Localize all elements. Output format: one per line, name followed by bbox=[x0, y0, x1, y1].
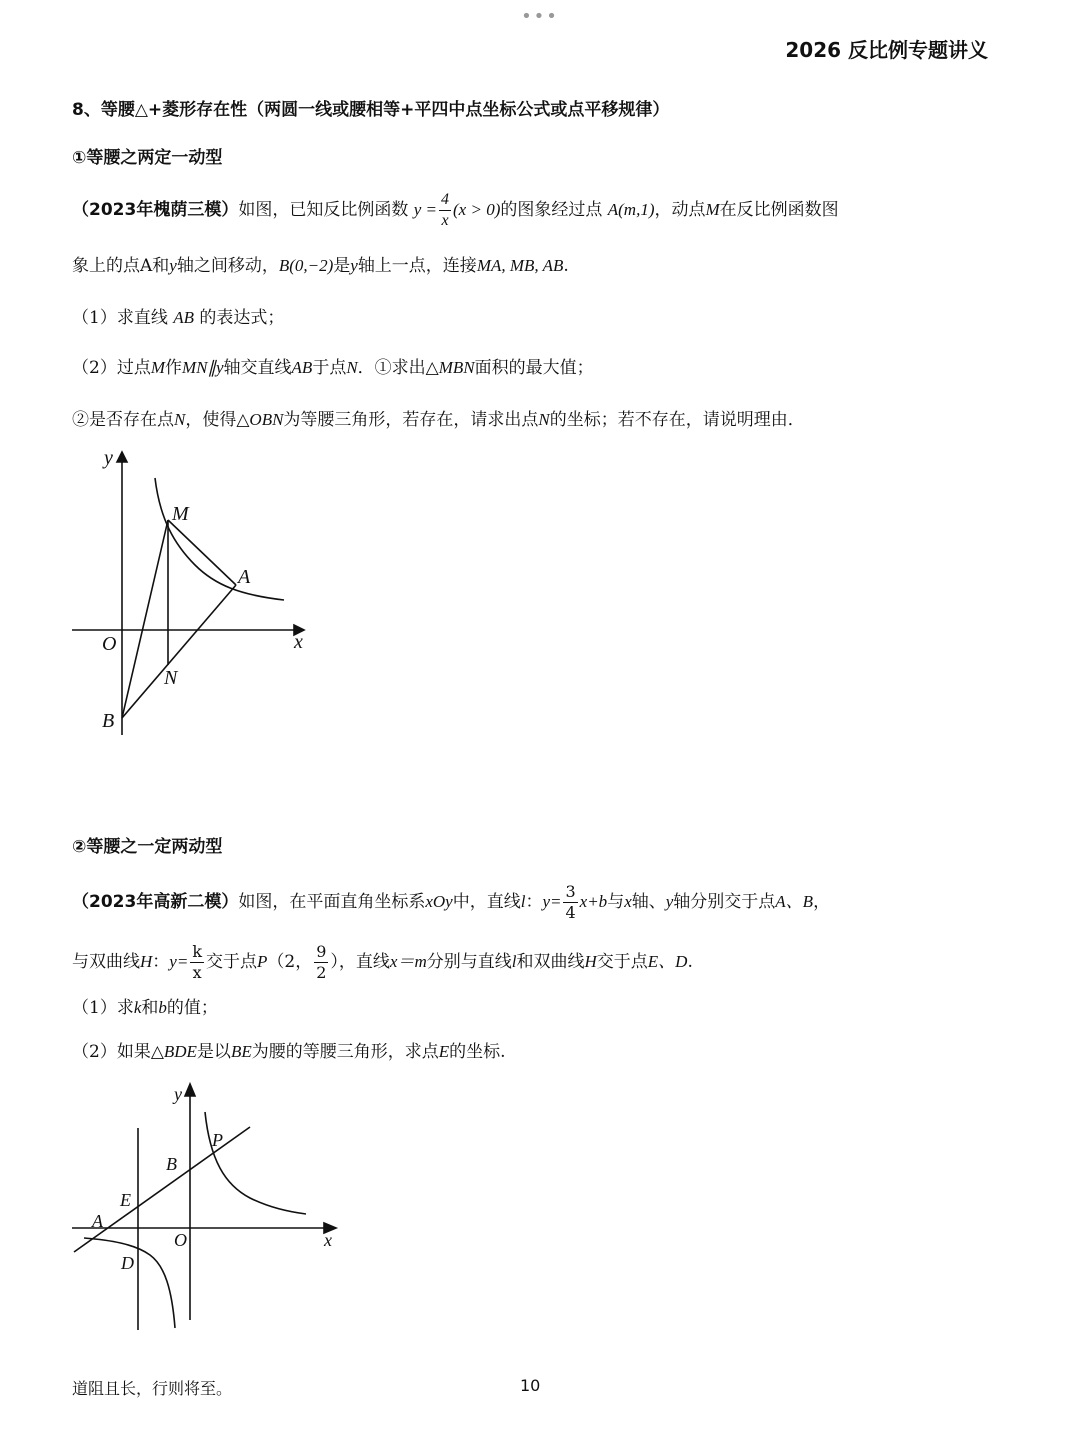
fig1-y-arrow-icon bbox=[117, 452, 127, 462]
part2-line2-f: 分别与直线 bbox=[426, 952, 512, 972]
part1-q2-M: M bbox=[150, 358, 165, 377]
part1-q2-MBN: MBN bbox=[438, 358, 475, 377]
figure1 bbox=[60, 440, 340, 750]
part2-problem-line1 bbox=[72, 884, 830, 921]
part2-text-a: 如图，在平面直角坐标系 bbox=[238, 892, 426, 912]
part2-k-num: k bbox=[192, 942, 203, 961]
part2-xOy: xOy bbox=[425, 892, 453, 911]
part1-q3-d: 的坐标；若不存在，请说明理由． bbox=[549, 410, 805, 430]
window-drag-handle[interactable]: ••• bbox=[521, 6, 559, 27]
part1-q2-d: 于点 bbox=[312, 358, 347, 378]
fig1-label-N: N bbox=[164, 667, 178, 689]
part2-q1-a: （1）求 bbox=[72, 998, 134, 1018]
fig1-label-x: x bbox=[294, 631, 303, 653]
part2-question1 bbox=[72, 998, 218, 1018]
part1-question2 bbox=[72, 358, 594, 378]
part1-q2-N: N bbox=[346, 358, 358, 377]
part1-q2-b: 作 bbox=[165, 358, 182, 378]
fig1-label-M: M bbox=[172, 503, 189, 525]
fig2-hyperbola-branch-2 bbox=[84, 1238, 175, 1328]
part2-p-fraction bbox=[314, 944, 328, 981]
fig2-hyperbola-branch-1 bbox=[205, 1112, 306, 1214]
part2-x: x bbox=[624, 892, 632, 911]
part1-q1-b: 的表达式； bbox=[199, 308, 285, 328]
part1-q2-f: 面积的最大值； bbox=[474, 358, 594, 378]
fig2-label-x: x bbox=[324, 1230, 332, 1250]
fig1-hyperbola bbox=[155, 478, 284, 600]
part2-y-eq: y= bbox=[542, 892, 562, 911]
part2-q2-d: 的坐标. bbox=[449, 1042, 506, 1062]
part2-P: P bbox=[257, 952, 268, 971]
part1-text-c: ，动点 bbox=[654, 200, 706, 220]
fig1-label-A: A bbox=[238, 566, 251, 588]
part2-p-den: 2 bbox=[316, 963, 327, 982]
part1-y-axis-2: y bbox=[350, 256, 358, 275]
part1-frac-den: x bbox=[441, 212, 449, 229]
fig2-line-l bbox=[74, 1127, 250, 1252]
part2-q1-b: 和 bbox=[141, 998, 159, 1018]
part1-heading: ①等腰之两定一动型 bbox=[72, 148, 223, 168]
part2-AB: A、B bbox=[775, 892, 814, 911]
part2-k: k bbox=[133, 998, 142, 1017]
part1-q2-AB: AB bbox=[291, 358, 313, 377]
part1-line2-a: 象上的点A和 bbox=[72, 256, 170, 276]
fig2-label-P: P bbox=[212, 1130, 223, 1150]
part1-q3-N2: N bbox=[538, 410, 550, 429]
part2-q2-b: 是以 bbox=[196, 1042, 231, 1062]
part2-l: l bbox=[520, 892, 526, 911]
part2-line2-d: （2， bbox=[267, 952, 313, 972]
part2-source: （2023年高新二模） bbox=[72, 892, 239, 912]
part1-y-eq: y = bbox=[413, 200, 438, 219]
part1-line2-b: 轴之间移动， bbox=[176, 256, 279, 276]
part2-text-f: 轴分别交于点 bbox=[673, 892, 776, 912]
part2-text-g: ， bbox=[813, 892, 831, 912]
part1-question1 bbox=[72, 308, 284, 328]
part2-text-d: 与 bbox=[607, 892, 625, 912]
part2-tail: x+b bbox=[579, 892, 608, 911]
part1-text-a: 如图，已知反比例函数 bbox=[238, 200, 409, 220]
part2-text-b: 中，直线 bbox=[452, 892, 521, 912]
part1-M: M bbox=[705, 200, 720, 219]
part1-q3-c: 为等腰三角形，若存在，请求出点 bbox=[283, 410, 539, 430]
part2-b: b bbox=[158, 998, 167, 1017]
section-title: 8、等腰△+菱形存在性（两圆一线或腰相等+平四中点坐标公式或点平移规律） bbox=[72, 100, 670, 120]
page-number: 10 bbox=[520, 1376, 541, 1395]
part2-q2-a: （2）如果△ bbox=[72, 1042, 164, 1062]
part2-frac-den: 4 bbox=[565, 903, 576, 922]
part1-cond: (x > 0) bbox=[453, 200, 501, 219]
header-title: 2026 反比例专题讲义 bbox=[785, 38, 988, 62]
footer-motto: 道阻且长，行则将至。 bbox=[72, 1379, 233, 1398]
fig2-label-A: A bbox=[92, 1211, 103, 1231]
part2-fraction bbox=[563, 884, 577, 921]
part2-k-den: x bbox=[192, 963, 202, 982]
part1-segments: MA, MB, AB bbox=[476, 256, 564, 275]
part1-question3 bbox=[72, 410, 805, 430]
part2-k-fraction bbox=[190, 944, 204, 981]
figure2 bbox=[60, 1075, 350, 1335]
fig1-label-y: y bbox=[104, 447, 113, 469]
part1-problem-line2 bbox=[72, 256, 569, 276]
fig1-segment-MA bbox=[168, 520, 236, 585]
fig2-label-B: B bbox=[166, 1154, 177, 1174]
part2-text-c: ： bbox=[525, 892, 543, 912]
part2-line2-h: 交于点 bbox=[596, 952, 648, 972]
part1-q3-b: ，使得△ bbox=[185, 410, 250, 430]
part2-ED: E、D bbox=[647, 952, 688, 971]
part1-text-d: 在反比例函数图 bbox=[719, 200, 839, 220]
fig2-y-arrow-icon bbox=[185, 1084, 195, 1096]
part2-text-e: 轴、 bbox=[631, 892, 666, 912]
part1-y-axis: y bbox=[169, 256, 177, 275]
fig2-label-D: D bbox=[121, 1253, 134, 1273]
part1-q2-c: 轴交直线 bbox=[223, 358, 292, 378]
part2-y-eq2: y= bbox=[169, 952, 189, 971]
part1-frac-num: 4 bbox=[439, 192, 451, 211]
part2-line2-b: ： bbox=[152, 952, 170, 972]
part2-heading: ②等腰之一定两动型 bbox=[72, 837, 223, 857]
part2-H2: H bbox=[584, 952, 597, 971]
part1-pointA: A(m,1) bbox=[607, 200, 655, 219]
fig2-label-O: O bbox=[174, 1230, 187, 1250]
part2-xm: x＝m bbox=[389, 952, 427, 971]
part1-q2-MN: MN∥y bbox=[182, 358, 224, 377]
part2-line2-a: 与双曲线 bbox=[72, 952, 140, 972]
part2-p-num: 9 bbox=[316, 942, 327, 961]
part1-q1-a: （1）求直线 bbox=[72, 308, 168, 328]
part1-source: （2023年槐荫三模） bbox=[72, 200, 239, 220]
part1-q2-e: ．①求出△ bbox=[357, 358, 439, 378]
part1-q2-a: （2）过点 bbox=[72, 358, 151, 378]
part1-problem-line1 bbox=[72, 192, 839, 229]
part2-l2: l bbox=[511, 952, 517, 971]
part2-frac-num: 3 bbox=[565, 882, 576, 901]
part2-E: E bbox=[438, 1042, 450, 1061]
part2-line2-i: . bbox=[687, 952, 693, 972]
part1-fraction bbox=[439, 192, 451, 229]
part1-line2-e: . bbox=[563, 256, 569, 276]
part2-y: y bbox=[665, 892, 674, 911]
part1-q3-OBN: OBN bbox=[249, 410, 284, 429]
part1-text-b: 的图象经过点 bbox=[500, 200, 603, 220]
part1-q3-N: N bbox=[174, 410, 186, 429]
part2-BE: BE bbox=[230, 1042, 252, 1061]
fig1-label-B: B bbox=[102, 710, 115, 732]
part2-H: H bbox=[140, 952, 153, 971]
part1-line2-d: 轴上一点，连接 bbox=[357, 256, 477, 276]
part2-line2-e: ），直线 bbox=[330, 952, 390, 972]
part2-q2-c: 为腰的等腰三角形，求点 bbox=[251, 1042, 439, 1062]
part1-q3-a: ②是否存在点 bbox=[72, 410, 174, 430]
fig1-segment-AB bbox=[122, 585, 236, 718]
part1-line2-c: 是 bbox=[333, 256, 351, 276]
fig1-label-O: O bbox=[102, 633, 117, 655]
part2-problem-line2 bbox=[72, 944, 693, 981]
fig2-label-E: E bbox=[120, 1190, 131, 1210]
part2-BDE: BDE bbox=[163, 1042, 197, 1061]
part2-line2-c: 交于点 bbox=[206, 952, 258, 972]
part2-line2-g: 和双曲线 bbox=[516, 952, 585, 972]
part2-q1-c: 的值； bbox=[166, 998, 218, 1018]
part1-q1-AB: AB bbox=[173, 308, 195, 327]
part1-pointB: B(0,−2) bbox=[278, 256, 334, 275]
part2-question2 bbox=[72, 1042, 506, 1062]
fig1-segment-MB bbox=[122, 520, 168, 718]
fig2-label-y: y bbox=[174, 1084, 182, 1104]
